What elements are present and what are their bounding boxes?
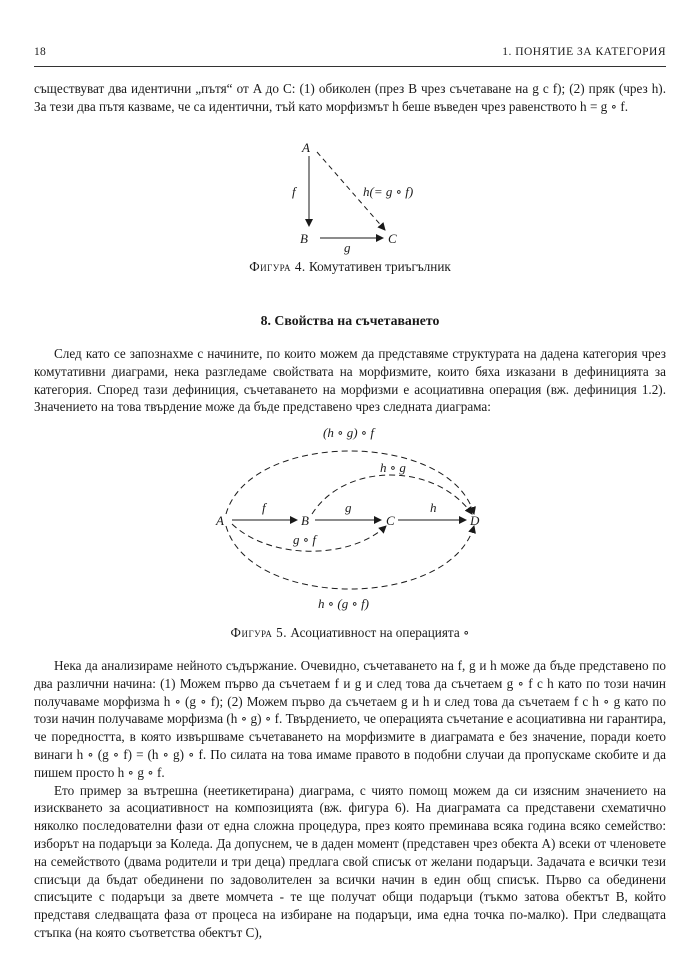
figure-5 <box>0 420 700 620</box>
intro-text: съществуват два идентични „пътя“ от A до C: (1) обиколен (през B чрез съчетаване на g с f); (2) пряк (чрез h). За тези два пътя казваме, че са идентични, тъй като морфизмът h беше въведен чрез равенството h = g ∘ f. <box>34 81 666 114</box>
label-f: f <box>292 184 296 199</box>
arrow-h-comp-g <box>312 475 472 514</box>
section-text: След като се запознахме с начините, по които можем да представяме структурата на дадена категория чрез комутативни диаграми, нека разгледаме свойствата на морфизмите, които бяха изказани в дефиницията за категория. Според тази дефиниция, съчетаването на морфизми е асоциативна операция (вж. дефиниция 1.2). Значението на това твърдение може да бъде представено чрез следната диаграма: <box>34 346 666 415</box>
caption-text: Асоциативност на операцията ∘ <box>290 625 470 640</box>
label-top: (h ∘ g) ∘ f <box>323 425 375 440</box>
label-f: f <box>262 500 266 515</box>
section-paragraph <box>34 345 666 416</box>
label-g: g <box>344 240 351 255</box>
running-header <box>34 46 666 66</box>
caption-text: Комутативен триъгълник <box>309 259 451 274</box>
analysis-paragraph-2: Ето пример за вътрешна (неетикетирана) диаграма, с чиято помощ можем да си изясним значението на изискването за асоциативност на композицията (вж. фигура 6). На диаграмата са представени схематично няколко последователни фази от една сложна процедура, през която преминава всяка година всяко семейство: изборът на подаръци за Коледа. Да допуснем, че в даден момент (представен чрез обекта A) всеки от членовете на семейството (двама родители и три деца) предлага свой списък от желани подаръци. Задачата е всички тези списъци да бъдат обединени по задоволителен за всички начин в един общ списък. Първо са обединени списъците с подаръци за двете момчета - те ще получат общи подаръци (тъкмо затова обектът B, който представя следващата фаза от процеса на избиране на подаръци, има една точка по-малко). При следващата стъпка (на която съответства обектът C), <box>34 782 666 940</box>
caption-prefix: Фигура 4. <box>249 259 306 274</box>
node-a: A <box>302 140 310 155</box>
label-g-comp-f: g ∘ f <box>293 532 316 547</box>
arrow-bottom <box>226 526 474 589</box>
figure-4-diagram <box>0 130 700 255</box>
page-number: 18 <box>34 46 47 58</box>
node-b: B <box>301 513 309 528</box>
label-bottom: h ∘ (g ∘ f) <box>318 596 370 611</box>
label-g: g <box>345 500 352 515</box>
header-rule <box>34 66 666 67</box>
label-h-comp-g: h ∘ g <box>380 460 406 475</box>
node-c: C <box>388 231 397 246</box>
figure-4 <box>0 130 700 255</box>
figure-4-caption <box>0 259 700 275</box>
node-b: B <box>300 231 308 246</box>
analysis-paragraph-1: Нека да анализираме нейното съдържание. Очевидно, съчетаването на f, g и h може да бъде представено по два различни начина: (1) Можем първо да съчетаем f и g и след това да съчетаем g ∘ f с h като по този начин получаваме морфизма h ∘ (g ∘ f); (2) Можем първо да съчетаем g и h и след това да съчетаем f с h ∘ g като по този начин получаваме морфизма (h ∘ g) ∘ f. Твърдението, че операцията съчетание е асоциативна ни гарантира, че поредността, в която извършваме съчетаването на морфизмите в диаграмата е без значение, поради което винаги h ∘ (g ∘ f) = (h ∘ g) ∘ f. По силата на това имаме правото в подобни случаи да пропускаме скобите и да пишем просто h ∘ g ∘ f. <box>34 658 666 780</box>
label-h: h(= g ∘ f) <box>363 184 414 199</box>
figure-5-caption <box>0 625 700 641</box>
chapter-title: 1. ПОНЯТИЕ ЗА КАТЕГОРИЯ <box>502 46 666 58</box>
node-c: C <box>386 513 395 528</box>
intro-paragraph <box>34 80 666 116</box>
figure-5-diagram <box>0 420 700 620</box>
section-title: 8. Свойства на съчетаването <box>260 313 440 328</box>
node-d: D <box>470 513 480 528</box>
label-h: h <box>430 500 437 515</box>
node-a: A <box>216 513 224 528</box>
caption-prefix: Фигура 5. <box>230 625 288 640</box>
analysis-section <box>34 657 666 942</box>
